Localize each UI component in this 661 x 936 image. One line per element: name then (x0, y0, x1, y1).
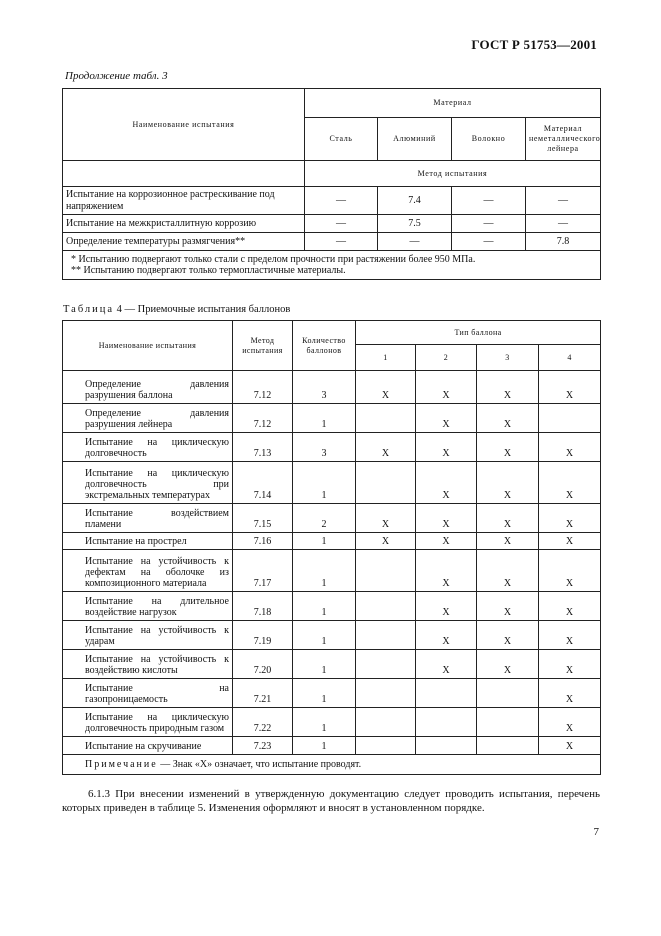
table-row (63, 592, 601, 621)
type-3-cell: X (477, 462, 539, 504)
test-name: Испытание на коррозионное растрескивание под напряжением (63, 187, 305, 215)
type-1-cell (356, 592, 416, 621)
test-name: Испытание на циклическую долговечность природным газом (63, 708, 233, 737)
table-row (63, 504, 601, 533)
type-1-cell (356, 679, 416, 708)
test-name: Испытание на прострел (63, 533, 233, 550)
type-4-cell: X (539, 592, 601, 621)
count-cell: 2 (293, 504, 356, 533)
method-cell: 7.18 (233, 592, 293, 621)
type-4-cell: X (539, 371, 601, 404)
test-name: Испытание на устойчивость к воздействию кислоты (63, 650, 233, 679)
type-4-cell: X (539, 533, 601, 550)
type-4-cell: X (539, 550, 601, 592)
type-2-cell: X (416, 533, 477, 550)
type-4-cell: X (539, 650, 601, 679)
type-3-cell (477, 708, 539, 737)
cell-value: 7.8 (526, 233, 601, 251)
type-1-cell (356, 462, 416, 504)
type-2-cell (416, 679, 477, 708)
type-1-cell (356, 621, 416, 650)
test-name: Испытание на межкристаллитную коррозию (63, 215, 305, 233)
type-2-cell: X (416, 371, 477, 404)
table-row (63, 550, 601, 592)
type-3-cell: X (477, 371, 539, 404)
cell-value: — (305, 233, 378, 251)
table-4 (62, 320, 601, 775)
count-cell: 1 (293, 708, 356, 737)
method-cell: 7.22 (233, 708, 293, 737)
type-2-cell (416, 737, 477, 755)
table-row (63, 215, 601, 233)
type-3-cell: X (477, 621, 539, 650)
type-1-cell: X (356, 371, 416, 404)
cell-value: — (305, 187, 378, 215)
table3-note-1: * Испытанию подвергают только стали с пределом прочности при растяжении более 950 МПа. (71, 254, 476, 265)
table-row (63, 621, 601, 650)
method-cell: 7.12 (233, 371, 293, 404)
table3-material-4: Материал неметаллического лейнера (526, 118, 601, 161)
type-3-cell (477, 679, 539, 708)
type-1-cell (356, 737, 416, 755)
table-row (63, 679, 601, 708)
method-cell: 7.13 (233, 433, 293, 462)
type-3-cell: X (477, 404, 539, 433)
test-name: Испытание на длительное воздействие нагрузок (63, 592, 233, 621)
test-name: Испытание воздействием пламени (63, 504, 233, 533)
test-name: Испытание на скручивание (63, 737, 233, 755)
cell-value: — (452, 215, 526, 233)
table4-note-text: — Знак «Х» означает, что испытание проводят. (157, 759, 362, 770)
table4-title-prefix: Таблица (63, 304, 115, 315)
table3-material-header: Материал (305, 89, 601, 118)
table4-note (63, 755, 601, 775)
table3-method-header: Метод испытания (305, 161, 601, 187)
type-4-cell: X (539, 737, 601, 755)
table4-title (63, 304, 290, 315)
count-cell: 1 (293, 679, 356, 708)
table4-title-rest: 4 — Приемочные испытания баллонов (116, 304, 291, 315)
count-cell: 1 (293, 621, 356, 650)
table-row (63, 233, 601, 251)
table3-caption: Продолжение табл. 3 (65, 70, 168, 82)
type-4-header: 4 (539, 345, 601, 371)
table3-name-header: Наименование испытания (63, 89, 305, 161)
type-1-cell (356, 550, 416, 592)
test-name: Определение температуры размягчения** (63, 233, 305, 251)
cell-value: — (526, 187, 601, 215)
table4-count-header: Количество баллонов (293, 321, 356, 371)
table-row (63, 371, 601, 404)
table-row (63, 433, 601, 462)
cell-value: 7.4 (378, 187, 452, 215)
count-cell: 1 (293, 404, 356, 433)
method-cell: 7.15 (233, 504, 293, 533)
type-1-cell: X (356, 533, 416, 550)
test-name: Испытание на циклическую долговечность при экстремальных температурах (63, 462, 233, 504)
cell-value: — (305, 215, 378, 233)
table4-note-label: Примечание (85, 759, 158, 770)
type-3-cell: X (477, 504, 539, 533)
table3-material-1: Сталь (305, 118, 378, 161)
type-1-header: 1 (356, 345, 416, 371)
table-row (63, 737, 601, 755)
method-cell: 7.16 (233, 533, 293, 550)
table4-type-header: Тип баллона (356, 321, 601, 345)
count-cell: 1 (293, 592, 356, 621)
method-cell: 7.20 (233, 650, 293, 679)
type-1-cell (356, 650, 416, 679)
count-cell: 1 (293, 550, 356, 592)
method-cell: 7.23 (233, 737, 293, 755)
type-2-cell: X (416, 592, 477, 621)
type-2-header: 2 (416, 345, 477, 371)
type-3-cell (477, 737, 539, 755)
type-3-cell: X (477, 550, 539, 592)
table-row (63, 187, 601, 215)
table3-material-2: Алюминий (378, 118, 452, 161)
type-2-cell: X (416, 504, 477, 533)
cell-value: — (526, 215, 601, 233)
method-cell: 7.21 (233, 679, 293, 708)
cell-value: 7.5 (378, 215, 452, 233)
test-name: Испытание на устойчивость к ударам (63, 621, 233, 650)
type-4-cell: X (539, 504, 601, 533)
method-cell: 7.12 (233, 404, 293, 433)
type-4-cell (539, 404, 601, 433)
table-row (63, 462, 601, 504)
type-1-cell: X (356, 433, 416, 462)
count-cell: 1 (293, 533, 356, 550)
method-cell: 7.19 (233, 621, 293, 650)
table4-method-header: Метод испытания (233, 321, 293, 371)
page-number: 7 (593, 826, 599, 838)
type-2-cell (416, 708, 477, 737)
table4-name-header: Наименование испытания (63, 321, 233, 371)
table-row (63, 650, 601, 679)
paragraph-6-1-3: 6.1.3 При внесении изменений в утвержденную документацию следует проводить испытания, перечень которых приведен в таблице 5. Изменения оформляют и вносят в установленном порядке. (62, 788, 600, 814)
table-row (63, 533, 601, 550)
cell-value: — (452, 233, 526, 251)
table-row (63, 404, 601, 433)
type-2-cell: X (416, 404, 477, 433)
count-cell: 3 (293, 433, 356, 462)
count-cell: 1 (293, 650, 356, 679)
type-2-cell: X (416, 462, 477, 504)
type-2-cell: X (416, 621, 477, 650)
type-1-cell: X (356, 504, 416, 533)
count-cell: 1 (293, 462, 356, 504)
table3-notes (63, 251, 601, 280)
method-cell: 7.14 (233, 462, 293, 504)
type-3-cell: X (477, 650, 539, 679)
type-4-cell: X (539, 433, 601, 462)
type-3-cell: X (477, 592, 539, 621)
type-2-cell: X (416, 650, 477, 679)
test-name: Испытание на газопроницаемость (63, 679, 233, 708)
type-2-cell: X (416, 550, 477, 592)
table-row (63, 708, 601, 737)
method-cell: 7.17 (233, 550, 293, 592)
test-name: Испытание на устойчивость к дефектам на оболочке из композиционного материала (63, 550, 233, 592)
type-3-header: 3 (477, 345, 539, 371)
table3-note-2: ** Испытанию подвергают только термопластичные материалы. (71, 265, 346, 276)
cell-value: — (452, 187, 526, 215)
type-3-cell: X (477, 533, 539, 550)
type-4-cell: X (539, 708, 601, 737)
type-4-cell: X (539, 679, 601, 708)
test-name: Испытание на циклическую долговечность (63, 433, 233, 462)
document-code: ГОСТ Р 51753—2001 (471, 37, 597, 52)
type-4-cell: X (539, 621, 601, 650)
type-2-cell: X (416, 433, 477, 462)
count-cell: 1 (293, 737, 356, 755)
test-name: Определение давления разрушения баллона (63, 371, 233, 404)
table3-material-3: Волокно (452, 118, 526, 161)
cell-value: — (378, 233, 452, 251)
type-1-cell (356, 404, 416, 433)
type-3-cell: X (477, 433, 539, 462)
count-cell: 3 (293, 371, 356, 404)
type-4-cell: X (539, 462, 601, 504)
type-1-cell (356, 708, 416, 737)
table-3 (62, 88, 601, 280)
test-name: Определение давления разрушения лейнера (63, 404, 233, 433)
